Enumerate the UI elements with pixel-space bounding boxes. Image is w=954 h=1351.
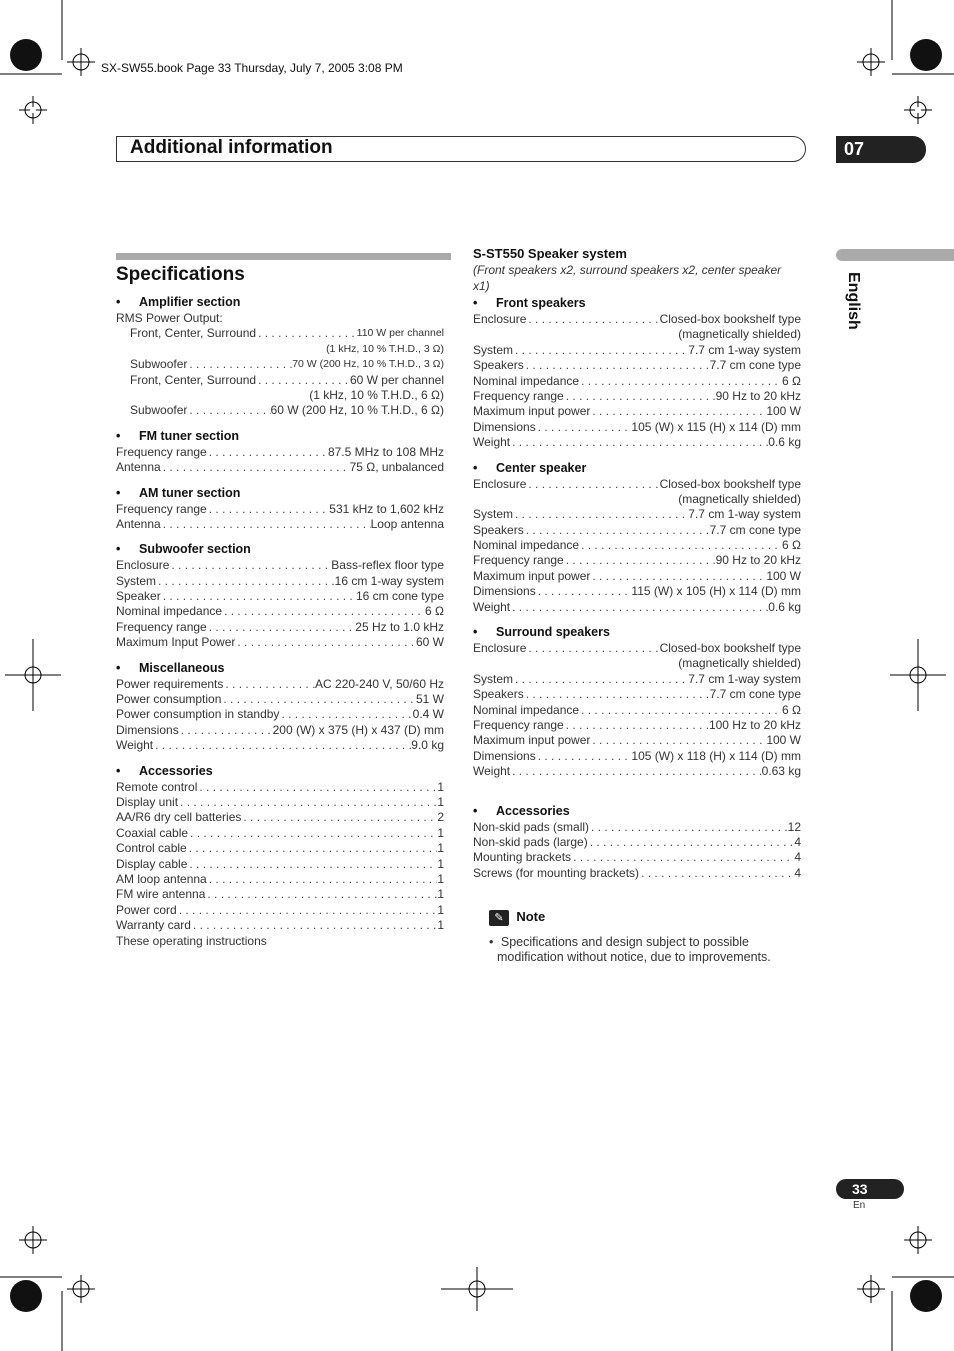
spec-continuation: (magnetically shielded) <box>678 491 801 506</box>
dot-leader <box>513 507 688 522</box>
spec-value: Closed-box bookshelf type <box>659 641 801 656</box>
note-text-1: Specifications and design subject to possible <box>500 935 749 949</box>
spec-label: FM wire antenna <box>116 887 206 902</box>
spec-value: 7.7 cm 1-way system <box>688 671 801 686</box>
spec-label: Display cable <box>116 856 188 871</box>
spec-row <box>116 635 444 650</box>
spec-label: Dimensions <box>473 584 536 599</box>
spec-value: 115 (W) x 105 (H) x 114 (D) mm <box>631 584 801 599</box>
spec-row <box>116 558 444 573</box>
spec-row <box>473 850 801 865</box>
dot-leader <box>590 569 766 584</box>
spec-label: Speakers <box>473 358 524 373</box>
spec-value: 200 (W) x 375 (H) x 437 (D) mm <box>272 722 444 737</box>
section-heading-text: Accessories <box>496 803 570 818</box>
page-number: 33 <box>836 1179 904 1199</box>
spec-value: 100 W <box>766 568 801 583</box>
section-heading-text: AM tuner section <box>139 485 241 500</box>
spec-value: 6 Ω <box>425 604 444 619</box>
spec-value: 110 W per channel <box>356 327 444 340</box>
spec-value: 100 W <box>766 404 801 419</box>
spec-label: AM loop antenna <box>116 871 207 886</box>
specifications-right-column <box>473 294 801 881</box>
spec-row <box>473 553 801 568</box>
section-heading <box>473 461 801 477</box>
spec-label: System <box>473 671 514 686</box>
spec-row <box>473 764 801 779</box>
dot-leader <box>222 604 425 619</box>
spec-label: Subwoofer <box>130 357 188 372</box>
bullet-icon: • <box>116 485 121 500</box>
spec-label: Enclosure <box>473 476 527 491</box>
bullet-icon: • <box>116 660 121 675</box>
spec-text: These operating instructions <box>116 933 267 948</box>
spec-row <box>116 903 444 918</box>
print-slug: SX-SW55.book Page 33 Thursday, July 7, 2005 3:08 PM <box>101 61 403 75</box>
spec-row <box>473 600 801 615</box>
spec-label: Front, Center, Surround <box>130 326 257 341</box>
spec-label: Nominal impedance <box>473 538 580 553</box>
spec-row <box>473 866 801 881</box>
bullet-icon: • <box>116 295 121 309</box>
dot-leader <box>536 749 632 764</box>
dot-leader <box>524 687 710 702</box>
section-heading-text: Amplifier section <box>139 295 241 309</box>
bullet-icon: • <box>489 935 494 949</box>
bullet-icon: • <box>473 625 478 640</box>
dot-leader <box>156 574 335 589</box>
specifications-left-column <box>116 285 444 949</box>
spec-value: 0.63 kg <box>761 764 801 779</box>
dot-leader <box>279 707 412 722</box>
dot-leader <box>526 312 659 327</box>
dot-leader <box>221 692 416 707</box>
spec-row <box>473 584 801 599</box>
dot-leader <box>571 850 794 865</box>
bullet-icon: • <box>473 803 478 818</box>
spec-row <box>116 357 444 372</box>
spec-row <box>116 502 444 517</box>
spec-value: 1 <box>437 902 444 917</box>
spec-label: Antenna <box>116 516 161 531</box>
section-divider <box>116 253 451 260</box>
spec-row <box>473 718 801 733</box>
spec-row <box>473 672 801 687</box>
spec-label: System <box>473 342 514 357</box>
spec-label: Remote control <box>116 779 198 794</box>
spec-value: 7.7 cm cone type <box>709 522 801 537</box>
spec-value: 75 Ω, unbalanced <box>349 460 444 475</box>
spec-value: 9.0 kg <box>411 738 444 753</box>
spec-row <box>473 477 801 492</box>
spec-label: Dimensions <box>473 748 536 763</box>
dot-leader <box>207 620 356 635</box>
spec-value: 87.5 MHz to 108 MHz <box>327 444 444 459</box>
note-title: Note <box>516 909 546 924</box>
speaker-system-subtitle-2: x1) <box>473 278 490 293</box>
dot-leader <box>187 357 292 372</box>
bullet-icon: • <box>116 542 121 557</box>
dot-leader <box>579 538 782 553</box>
spec-row <box>116 780 444 795</box>
dot-leader <box>178 795 437 810</box>
spec-row <box>116 826 444 841</box>
spec-label: Nominal impedance <box>116 604 223 619</box>
spec-label: Weight <box>116 738 154 753</box>
section-heading-text: FM tuner section <box>139 428 240 443</box>
spec-row <box>116 738 444 753</box>
dot-leader <box>207 872 438 887</box>
spec-value: 7.7 cm 1-way system <box>688 507 801 522</box>
spec-value: 60 W (200 Hz, 10 % T.H.D., 6 Ω) <box>270 403 444 418</box>
bullet-icon: • <box>473 296 478 310</box>
spec-row <box>473 733 801 748</box>
spec-value: 6 Ω <box>782 702 801 717</box>
spec-label: Control cable <box>116 841 187 856</box>
specifications-title: Specifications <box>116 264 245 285</box>
dot-leader <box>524 358 710 373</box>
section-heading-text: Subwoofer section <box>139 542 251 557</box>
spec-label: Frequency range <box>116 501 207 516</box>
spec-row <box>116 574 444 589</box>
spec-row <box>116 445 444 460</box>
spec-value: 1 <box>437 887 444 902</box>
spec-continuation: (1 kHz, 10 % T.H.D., 6 Ω) <box>309 387 444 402</box>
spacer <box>473 780 801 794</box>
spec-value: 16 cm 1-way system <box>334 573 444 588</box>
spec-label: Warranty card <box>116 918 191 933</box>
spec-label: Weight <box>473 764 511 779</box>
dot-leader <box>564 389 716 404</box>
dot-leader <box>513 672 688 687</box>
spec-label: Enclosure <box>473 641 527 656</box>
spec-value: 0.6 kg <box>768 435 801 450</box>
spec-value: Loop antenna <box>370 516 444 531</box>
spec-label: Nominal impedance <box>473 702 580 717</box>
note-box <box>489 909 809 966</box>
dot-leader <box>589 820 788 835</box>
spec-label: Frequency range <box>473 388 564 403</box>
section-heading <box>116 542 444 558</box>
spec-label: Non-skid pads (large) <box>473 834 588 849</box>
dot-leader <box>161 517 371 532</box>
spec-row <box>116 707 444 722</box>
spec-label: Speakers <box>473 522 524 537</box>
spec-label: Frequency range <box>116 619 207 634</box>
section-heading <box>116 486 444 502</box>
language-tab-label: English <box>845 272 862 330</box>
spec-row <box>473 703 801 718</box>
spec-row <box>473 420 801 435</box>
dot-leader <box>579 703 782 718</box>
speaker-system-header <box>473 246 803 294</box>
page-language: En <box>853 1200 866 1211</box>
spec-value: Bass-reflex floor type <box>331 558 444 573</box>
spec-value: 2 <box>437 810 444 825</box>
spec-row <box>116 517 444 532</box>
spec-label: Frequency range <box>473 553 564 568</box>
spec-row <box>116 692 444 707</box>
dot-leader <box>188 826 437 841</box>
spec-text: RMS Power Output: <box>116 311 223 325</box>
spec-row <box>116 872 444 887</box>
spec-label: Nominal impedance <box>473 373 580 388</box>
dot-leader <box>524 523 710 538</box>
spec-label: Screws (for mounting brackets) <box>473 865 640 880</box>
dot-leader <box>526 477 659 492</box>
spec-value: 16 cm cone type <box>355 589 444 604</box>
spec-value: 1 <box>437 918 444 933</box>
dot-leader <box>161 460 350 475</box>
spec-label: AA/R6 dry cell batteries <box>116 810 242 825</box>
spec-label: Enclosure <box>116 558 170 573</box>
spec-label: Power requirements <box>116 676 224 691</box>
section-heading-text: Accessories <box>139 763 213 778</box>
pencil-icon: ✎ <box>489 910 509 926</box>
spec-label: Speakers <box>473 687 524 702</box>
spec-row <box>473 312 801 327</box>
spec-label: Display unit <box>116 794 179 809</box>
spec-row <box>473 523 801 538</box>
section-heading-text: Surround speakers <box>496 625 610 640</box>
spec-row <box>473 569 801 584</box>
spec-value: 105 (W) x 115 (H) x 114 (D) mm <box>631 419 801 434</box>
bullet-icon: • <box>473 460 478 475</box>
speaker-system-title: S-ST550 Speaker system <box>473 246 627 261</box>
spec-label: Speaker <box>116 589 161 604</box>
section-heading <box>116 661 444 677</box>
spec-label: Weight <box>473 599 511 614</box>
spec-row <box>116 677 444 692</box>
spec-value: Closed-box bookshelf type <box>659 312 801 326</box>
dot-leader <box>207 445 328 460</box>
section-heading <box>473 296 801 312</box>
spec-label: Non-skid pads (small) <box>473 819 590 834</box>
section-heading-text: Miscellaneous <box>139 660 225 675</box>
spec-row <box>473 358 801 373</box>
dot-leader <box>590 404 766 419</box>
spec-value: 0.6 kg <box>768 599 801 614</box>
spec-label: Maximum input power <box>473 404 591 419</box>
spec-row <box>473 749 801 764</box>
spec-value: 6 Ω <box>782 538 801 553</box>
spec-row <box>116 460 444 475</box>
dot-leader <box>177 903 438 918</box>
spec-row <box>116 403 444 418</box>
spec-label: Weight <box>473 435 511 450</box>
dot-leader <box>510 764 761 779</box>
spec-row <box>473 507 801 522</box>
spec-value: 60 W <box>415 635 444 650</box>
section-heading <box>473 804 801 820</box>
spec-row <box>473 641 801 656</box>
bullet-icon: • <box>116 428 121 443</box>
spec-label: Dimensions <box>473 419 536 434</box>
dot-leader <box>169 558 331 573</box>
spec-row <box>116 918 444 933</box>
spec-continuation: (magnetically shielded) <box>678 656 801 671</box>
spec-value: 0.4 W <box>412 707 444 722</box>
dot-leader <box>536 584 632 599</box>
spec-value: 90 Hz to 20 kHz <box>715 388 801 403</box>
spec-value: 1 <box>437 794 444 809</box>
dot-leader <box>590 733 766 748</box>
spec-value: 51 W <box>415 692 444 707</box>
spec-value: 531 kHz to 1,602 kHz <box>329 501 444 516</box>
spec-label: Frequency range <box>116 444 207 459</box>
spec-label: Power consumption <box>116 692 222 707</box>
spec-continuation: (1 kHz, 10 % T.H.D., 3 Ω) <box>326 342 444 355</box>
note-text-2: modification without notice, due to improvements. <box>497 950 771 965</box>
spec-label: Front, Center, Surround <box>130 372 257 387</box>
dot-leader <box>187 857 437 872</box>
spec-value: 6 Ω <box>782 373 801 388</box>
spec-value: 100 Hz to 20 kHz <box>708 717 801 732</box>
dot-leader <box>588 835 795 850</box>
language-tab-bar <box>836 249 954 261</box>
dot-leader <box>564 553 716 568</box>
spec-row <box>116 887 444 902</box>
spec-value: AC 220-240 V, 50/60 Hz <box>315 676 444 691</box>
dot-leader <box>187 841 438 856</box>
spec-row <box>473 389 801 404</box>
dot-leader <box>579 374 782 389</box>
dot-leader <box>526 641 659 656</box>
section-heading <box>473 625 801 641</box>
dot-leader <box>191 918 437 933</box>
dot-leader <box>256 373 350 388</box>
spec-label: System <box>473 507 514 522</box>
section-heading-text: Center speaker <box>496 460 587 475</box>
spec-row <box>473 835 801 850</box>
spec-label: Maximum Input Power <box>116 635 236 650</box>
section-heading <box>116 295 444 311</box>
section-heading-text: Front speakers <box>496 296 586 310</box>
spec-row <box>473 820 801 835</box>
dot-leader <box>564 718 709 733</box>
dot-leader <box>197 780 437 795</box>
spec-row <box>473 374 801 389</box>
spec-row <box>473 538 801 553</box>
spec-value: 90 Hz to 20 kHz <box>715 553 801 568</box>
dot-leader <box>235 635 416 650</box>
dot-leader <box>187 403 270 418</box>
spec-row <box>473 687 801 702</box>
dot-leader <box>241 810 437 825</box>
spec-continuation: (magnetically shielded) <box>678 327 801 342</box>
spec-value: 1 <box>437 825 444 840</box>
spec-label: Power consumption in standby <box>116 707 280 722</box>
spec-value: 25 Hz to 1.0 kHz <box>355 619 444 634</box>
spec-row <box>473 435 801 450</box>
spec-row <box>473 404 801 419</box>
spec-value: 105 (W) x 118 (H) x 114 (D) mm <box>631 748 801 763</box>
spec-value: 1 <box>437 856 444 871</box>
bullet-icon: • <box>116 763 121 778</box>
spec-value: 1 <box>437 871 444 886</box>
spec-row <box>116 604 444 619</box>
spec-row <box>116 373 444 388</box>
spec-value: 4 <box>794 850 801 865</box>
spec-value: 60 W per channel <box>349 372 444 387</box>
spec-value: 7.7 cm cone type <box>709 687 801 702</box>
spec-label: Antenna <box>116 460 161 475</box>
spec-row <box>116 620 444 635</box>
spec-row <box>473 343 801 358</box>
spec-label: System <box>116 573 157 588</box>
spec-value: Closed-box bookshelf type <box>659 476 801 491</box>
spec-row <box>116 810 444 825</box>
spec-row <box>116 857 444 872</box>
spec-row <box>116 841 444 856</box>
spec-value: 12 <box>787 819 801 834</box>
dot-leader <box>639 866 794 881</box>
dot-leader <box>510 600 768 615</box>
dot-leader <box>207 502 330 517</box>
dot-leader <box>510 435 768 450</box>
spec-label: Dimensions <box>116 722 179 737</box>
dot-leader <box>161 589 356 604</box>
spec-label: Power cord <box>116 902 177 917</box>
spec-label: Mounting brackets <box>473 850 572 865</box>
spec-value: 7.7 cm cone type <box>709 358 801 373</box>
spec-value: 7.7 cm 1-way system <box>688 342 801 357</box>
dot-leader <box>256 326 357 341</box>
spec-label: Maximum input power <box>473 733 591 748</box>
spec-row <box>116 723 444 738</box>
spec-value: 100 W <box>766 733 801 748</box>
spec-value: 1 <box>437 779 444 794</box>
dot-leader <box>223 677 315 692</box>
spec-label: Coaxial cable <box>116 825 189 840</box>
spec-label: Enclosure <box>473 312 527 326</box>
dot-leader <box>179 723 273 738</box>
spec-row <box>116 795 444 810</box>
header-title: Additional information <box>130 137 333 158</box>
spec-label: Frequency range <box>473 717 564 732</box>
spec-value: 1 <box>437 841 444 856</box>
spec-value: 4 <box>794 834 801 849</box>
dot-leader <box>536 420 632 435</box>
dot-leader <box>153 738 411 753</box>
section-heading <box>116 764 444 780</box>
spec-value: 70 W (200 Hz, 10 % T.H.D., 3 Ω) <box>292 358 444 371</box>
chapter-badge: 07 <box>836 136 926 163</box>
spec-label: Maximum input power <box>473 568 591 583</box>
dot-leader <box>513 343 688 358</box>
spec-row <box>116 326 444 341</box>
dot-leader <box>205 887 437 902</box>
spec-row <box>116 589 444 604</box>
spec-label: Subwoofer <box>130 403 188 418</box>
section-heading <box>116 429 444 445</box>
speaker-system-subtitle-1: (Front speakers x2, surround speakers x2, center speaker <box>473 263 782 278</box>
spec-value: 4 <box>794 865 801 880</box>
